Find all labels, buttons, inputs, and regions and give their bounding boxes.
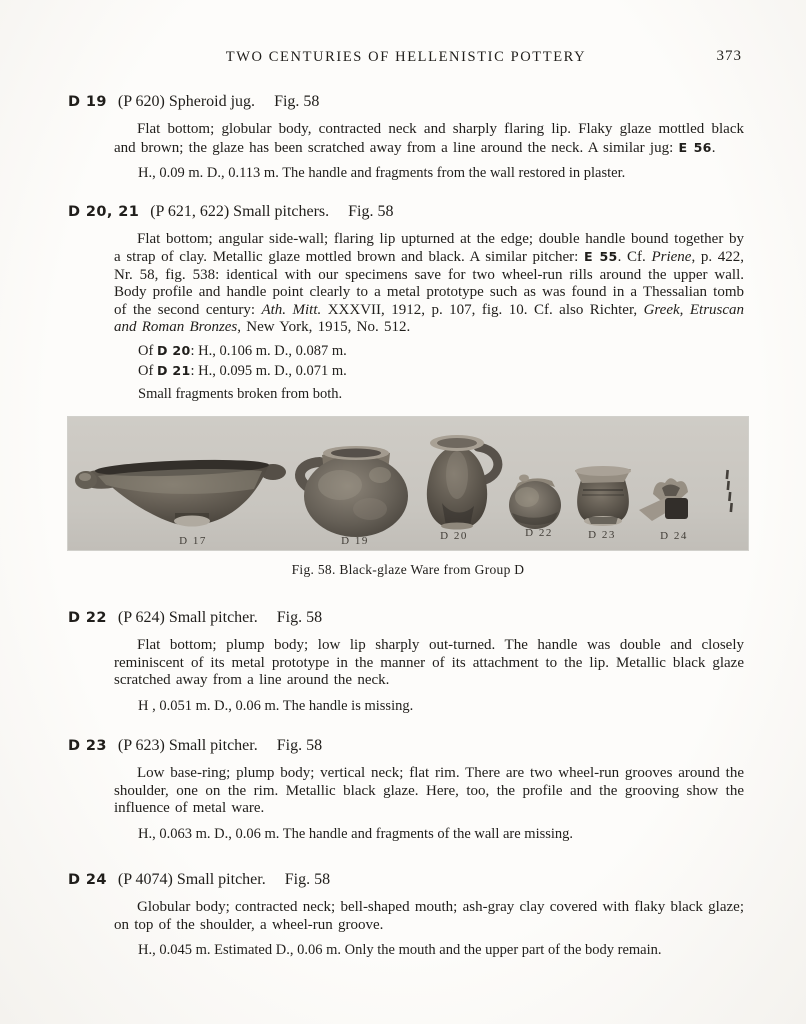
- photo-label-d20: D 20: [440, 530, 468, 542]
- figure-reference: Fig. 58: [348, 202, 394, 220]
- figure-58: [68, 417, 748, 578]
- catalog-number: D 19: [68, 94, 107, 110]
- entry-d19-heading: [68, 92, 744, 112]
- catalog-number: D 20, 21: [68, 203, 140, 220]
- entry-d21-measurements: Of D 21: H., 0.095 m. D., 0.071 m.: [138, 363, 347, 379]
- entry-d24-measurements: H., 0.045 m. Estimated D., 0.06 m. Only the mouth and the upper part of the body remain.: [138, 942, 662, 958]
- photo-label-d22: D 22: [525, 527, 553, 539]
- entry-d20-21-description: Flat bottom; angular side-wall; flaring lip upturned at the edge; double handle bound together by a strap of clay. Metallic glaze mottled brown and black. A similar pitcher: E 55. Cf. Priene, p. 422, Nr. 58, fig. 538: identical with our specimens save for two wheel-run rills around the upper wall. Body profile and handle point clearly to a metal prototype such as was found in a Thessalian tomb of the second century: Ath. Mitt. XXXVII, 1912, p. 107, fig. 10. Cf. also Richter, Greek, Etruscan and Roman Bronzes, New York, 1915, No. 512.: [114, 230, 745, 335]
- photo-label-d19: D 19: [341, 535, 369, 547]
- vessel-d23: [575, 466, 631, 526]
- figure-reference: Fig. 58: [276, 609, 323, 626]
- entry-d24: [68, 870, 744, 960]
- entry-d23-measurements: H., 0.063 m. D., 0.06 m. The handle and fragments of the wall are missing.: [138, 825, 574, 842]
- entry-d24-description: Globular body; contracted neck; bell-shaped mouth; ash-gray clay covered with flaky black glaze; on top of the shoulder, a wheel-run groove.: [114, 899, 744, 933]
- entry-d19: [68, 92, 744, 183]
- catalog-number: D 24: [68, 872, 107, 888]
- page-number: 373: [716, 48, 742, 64]
- entry-d24-heading: [68, 870, 744, 890]
- entry-title: (P 620) Spheroid jug.: [117, 93, 256, 110]
- entry-d20-21-condition: Small fragments broken from both.: [138, 385, 343, 402]
- figure-reference: Fig. 58: [276, 737, 323, 754]
- catalog-number: D 22: [68, 610, 107, 626]
- entry-title: (P 621, 622) Small pitchers.: [150, 202, 330, 220]
- figure-caption: Fig. 58. Black-glaze Ware from Group D: [291, 562, 525, 577]
- entry-title: (P 624) Small pitcher.: [117, 609, 258, 626]
- figure-reference: Fig. 58: [274, 93, 320, 110]
- figure-58-photo: [68, 417, 748, 550]
- figure-reference: Fig. 58: [284, 871, 331, 888]
- entry-d23-description: Low base-ring; plump body; vertical neck; flat rim. There are two wheel-run grooves around the shoulder, one on the rim. Metallic black glaze. Here, too, the profile and the grooving show the influence of metal ware.: [114, 765, 744, 816]
- entry-d23-heading: [68, 736, 744, 756]
- catalog-number: D 23: [68, 738, 107, 754]
- entry-d23: [68, 736, 744, 843]
- photo-label-d17: D 17: [179, 535, 207, 547]
- entry-d22: [68, 608, 744, 715]
- entry-title: (P 623) Small pitcher.: [117, 737, 258, 754]
- entry-title: (P 4074) Small pitcher.: [117, 871, 266, 888]
- photo-label-d23: D 23: [588, 529, 616, 541]
- entry-d22-heading: [68, 608, 744, 628]
- entry-d19-description: Flat bottom; globular body, contracted neck and sharply flaring lip. Flaky glaze mottled black and brown; the glaze has been scratched away from a line around the neck. A similar jug: E 56.: [114, 121, 744, 156]
- page-title: TWO CENTURIES OF HELLENISTIC POTTERY: [225, 49, 587, 65]
- entry-d20-measurements: Of D 20: H., 0.106 m. D., 0.087 m.: [138, 342, 347, 359]
- photo-label-d24: D 24: [660, 530, 688, 542]
- entry-d20-21-heading: [68, 202, 744, 222]
- entry-d22-measurements: H , 0.051 m. D., 0.06 m. The handle is missing.: [138, 697, 414, 714]
- running-head: [68, 48, 744, 68]
- entry-d22-description: Flat bottom; plump body; low lip sharply out-turned. The handle was double and closely reminiscent of its metal prototype in the manner of its attachment to the lip. Metallic black glaze scratched away from a line around the neck.: [114, 637, 744, 688]
- entry-d19-measurements: H., 0.09 m. D., 0.113 m. The handle and fragments from the wall restored in plaster.: [138, 165, 626, 181]
- entry-d20-21: [68, 202, 744, 404]
